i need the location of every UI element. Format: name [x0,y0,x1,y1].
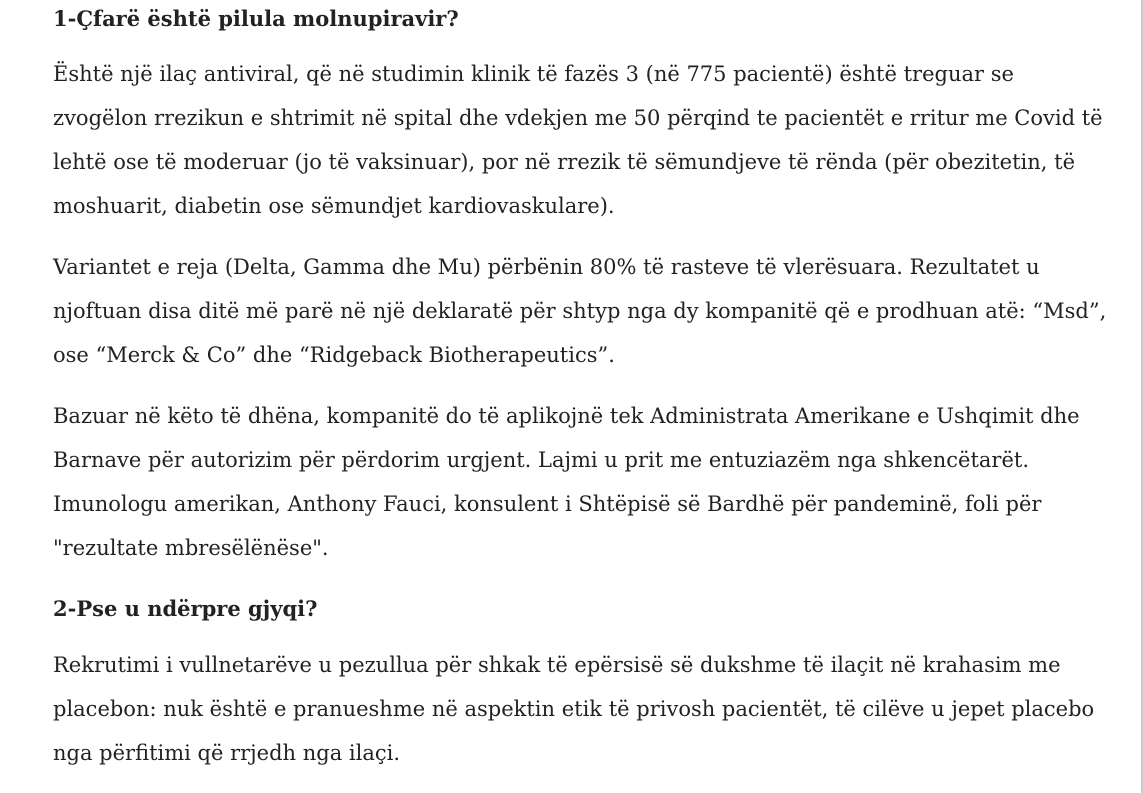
article-paragraph: Bazuar në këto të dhëna, kompanitë do të aplikojnë tek Administrata Amerikane e Ushqimit dhe Barnave për autorizim për përdorim urgjent. Lajmi u prit me entuziazëm nga shkencëtarët. Imunologu amerikan, Anthony Fauci, konsulent i Shtëpisë së Bardhë për pandeminë, foli për "rezultate mbresëlënëse". [53,404,1080,561]
article-paragraph: Rekrutimi i vullnetarëve u pezullua për shkak të epërsisë së dukshme të ilaçit në krahasim me placebon: nuk është e pranueshme në aspektin etik të privosh pacientët, të cilëve u jepet placebo nga përfitimi që rrjedh nga ilaçi. [53,653,1095,766]
article-paragraph: Variantet e reja (Delta, Gamma dhe Mu) përbënin 80% të rasteve të vlerësuara. Rezultatet u njoftuan disa ditë më parë në një deklaratë për shtyp nga dy kompanitë që e prodhuan atë: “Msd”, ose “Merck & Co” dhe “Ridgeback Biotherapeutics”. [53,255,1107,368]
section-heading: 2-Pse u ndërpre gjyqi? [53,596,318,622]
article-body [53,0,1113,775]
section-heading: 1-Çfarë është pilula molnupiravir? [53,6,459,31]
article-paragraph: Është një ilaç antiviral, që në studimin klinik të fazës 3 (në 775 pacientë) është treguar se zvogëlon rrezikun e shtrimit në spital dhe vdekjen me 50 përqind te pacientët e rritur me Covid të lehtë ose të moderuar (jo të vaksinuar), por në rrezik të sëmundjeve të rënda (për obezitetin, të moshuarit, diabetin ose sëmundjet kardiovaskulare). [53,62,1103,219]
